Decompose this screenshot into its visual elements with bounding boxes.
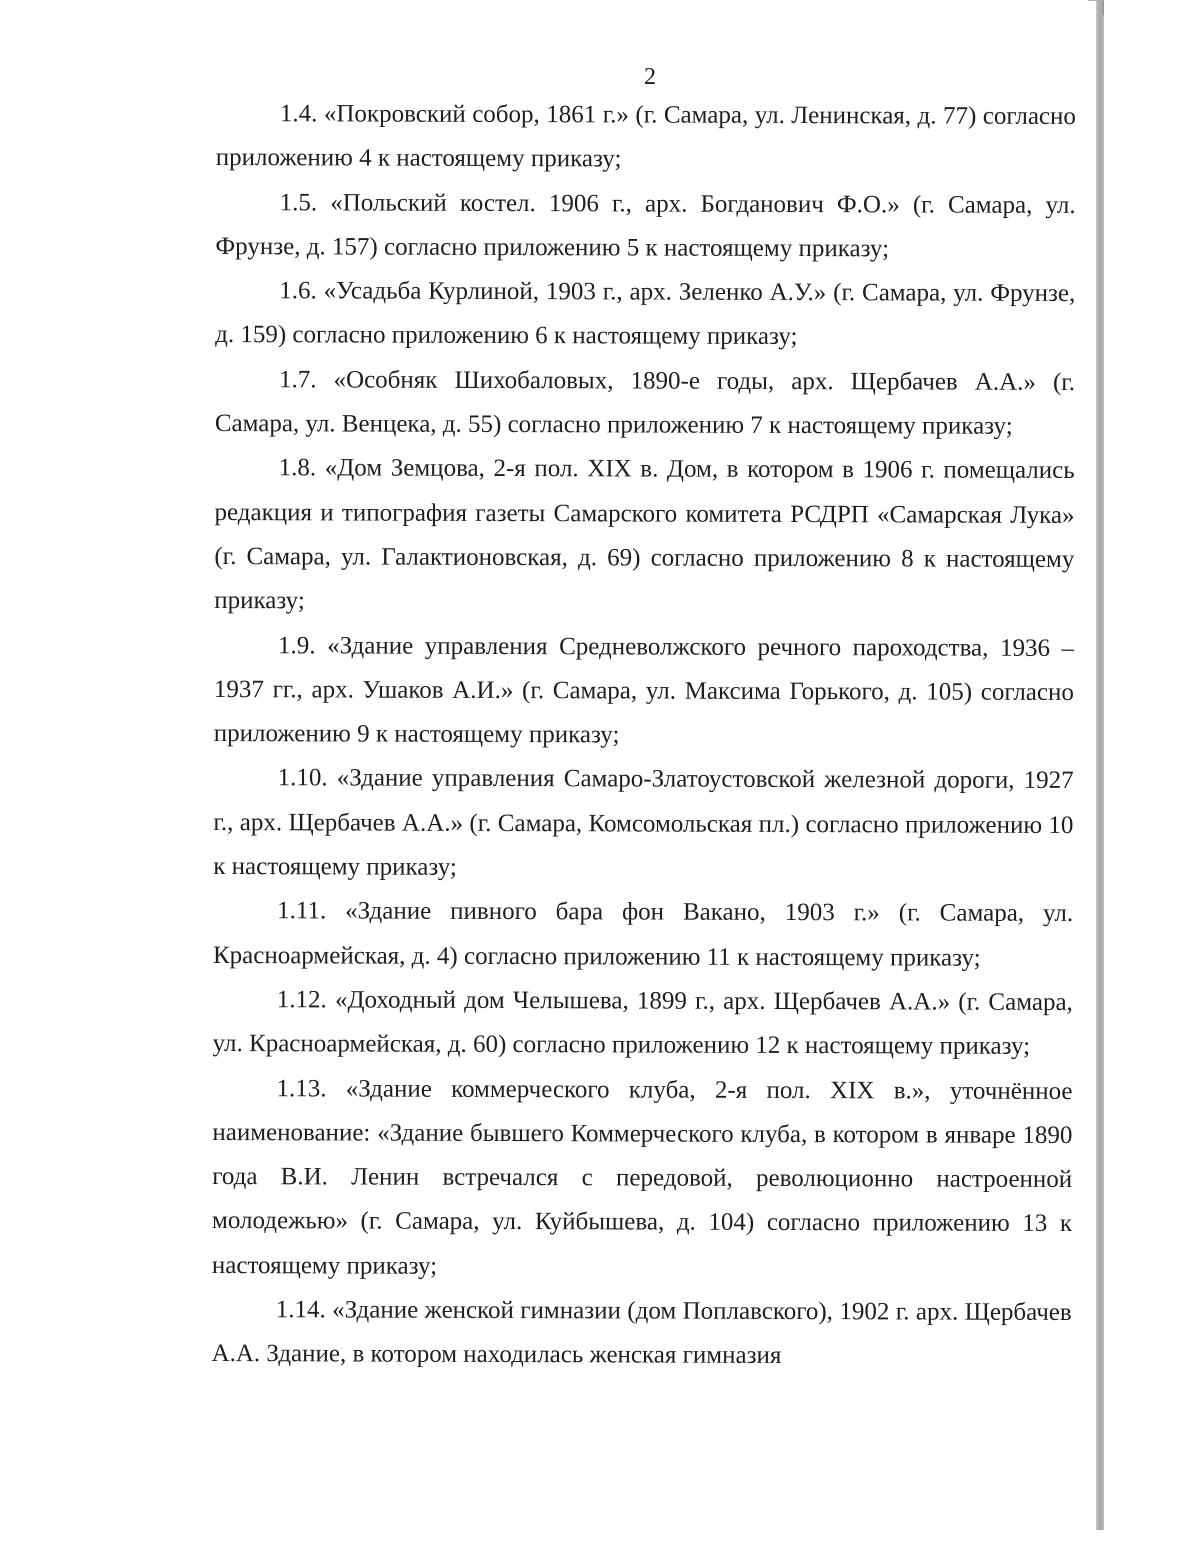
list-item-1-11: 1.11. «Здание пивного бара фон Вакано, 1903 г.» (г. Самара, ул. Красноармейская, д. 4) согласно приложению 11 к настоящему приказу;	[212, 897, 1074, 972]
list-item-1-7: 1.7. «Особняк Шихобаловых, 1890-е годы, арх. Щербачев А.А.» (г. Самара, ул. Венцека, д. 55) согласно приложению 7 к настоящему приказу;	[214, 366, 1076, 440]
list-item-1-9: 1.9. «Здание управления Средневолжского речного пароходства, 1936 – 1937 гг., арх. Ушаков А.И.» (г. Самара, ул. Максима Горького, д. 105) согласно приложению 9 к настоящему приказу;	[213, 631, 1075, 749]
scan-page-edge	[1096, 0, 1104, 1530]
list-item-1-5: 1.5. «Польский костел. 1906 г., арх. Богданович Ф.О.» (г. Самара, ул. Фрунзе, д. 157) согласно приложению 5 к настоящему приказу;	[215, 188, 1076, 263]
list-item-1-4: 1.4. «Покровский собор, 1861 г.» (г. Самара, ул. Ленинская, д. 77) согласно приложению 4 к настоящему приказу;	[215, 100, 1076, 173]
list-item-1-13: 1.13. «Здание коммерческого клуба, 2-я пол. XIX в.», уточнённое наименование: «Здание бывшего Коммерческого клуба, в котором в январе 1890 года В.И. Ленин встречался с передовой, революционно настроенной молодежью» (г. Самара, ул. Куйбышева, д. 104) согласно приложению 13 к настоящему приказу;	[211, 1074, 1073, 1280]
scan-corner-mark	[1088, 0, 1104, 15]
list-item-1-12: 1.12. «Доходный дом Челышева, 1899 г., арх. Щербачев А.А.» (г. Самара, ул. Красноармейская, д. 60) согласно приложению 12 к настоящему приказу;	[212, 986, 1073, 1061]
list-item-1-6: 1.6. «Усадьба Курлиной, 1903 г., арх. Зеленко А.У.» (г. Самара, ул. Фрунзе, д. 159) согласно приложению 6 к настоящему приказу;	[215, 277, 1076, 351]
list-item-1-10: 1.10. «Здание управления Самаро-Златоустовской железной дороги, 1927 г., арх. Щербачев А.А.» (г. Самара, Комсомольская пл.) согласно приложению 10 к настоящему приказу;	[213, 764, 1074, 881]
page-number: 2	[644, 64, 656, 90]
document-body	[212, 92, 1076, 1380]
list-item-1-8: 1.8. «Дом Земцова, 2-я пол. XIX в. Дом, в котором в 1906 г. помещались редакция и типография газеты Самарского комитета РСДРП «Самарская Лука» (г. Самара, ул. Галактионовская, д. 69) согласно приложению 8 к настоящему приказу;	[214, 454, 1075, 615]
list-item-1-14: 1.14. «Здание женской гимназии (дом Поплавского), 1902 г. арх. Щербачев А.А. Здание, в котором находилась женская гимназия	[211, 1296, 1072, 1370]
